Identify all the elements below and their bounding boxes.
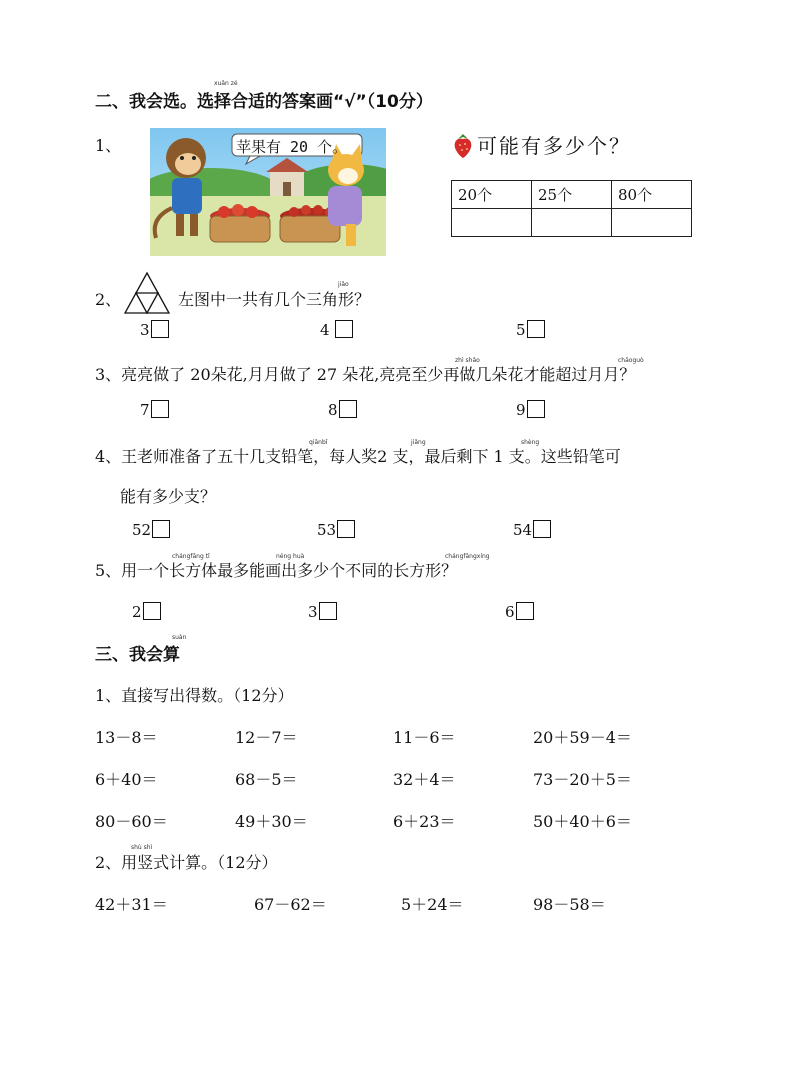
q2-text: 左图中一共有几个三角形？	[178, 290, 371, 309]
q1-answer-cell-20[interactable]	[452, 209, 532, 237]
calc-2-1: 6＋40＝	[95, 770, 158, 789]
vertical-calc-3: 5＋24＝	[401, 895, 464, 914]
pinyin-jiao: jiǎo	[338, 281, 349, 288]
checkbox[interactable]	[337, 520, 355, 538]
pinyin-nenghua: néng huà	[276, 553, 305, 560]
q2-option-5[interactable]: 5	[516, 320, 545, 339]
checkbox[interactable]	[143, 602, 161, 620]
q3-option-7[interactable]: 7	[140, 400, 169, 419]
pinyin-jiang: jiǎng	[411, 439, 426, 446]
checkbox[interactable]	[516, 602, 534, 620]
pinyin-qianbi: qiānbǐ	[309, 439, 328, 446]
q3-text: 3、亮亮做了 20朵花,月月做了 27 朵花,亮亮至少再做几朵花才能超过月月？	[95, 365, 636, 384]
section-3-title: 三、我会算	[95, 645, 180, 665]
calc-1-2: 12－7＝	[235, 728, 298, 747]
q5-option-3[interactable]: 3	[308, 602, 337, 621]
q5-option-6[interactable]: 6	[505, 602, 534, 621]
vertical-calc-2: 67－62＝	[254, 895, 327, 914]
q4-option-52[interactable]: 52	[132, 520, 170, 539]
q1-option-25: 25个	[532, 181, 612, 209]
q4-text-line2: 能有多少支？	[120, 487, 217, 506]
q3-option-8[interactable]: 8	[328, 400, 357, 419]
checkbox[interactable]	[151, 320, 169, 338]
q1-answer-table	[451, 180, 692, 237]
calc-3-3: 6＋23＝	[393, 812, 456, 831]
checkbox[interactable]	[151, 400, 169, 418]
q5-option-2[interactable]: 2	[132, 602, 161, 621]
q5-text: 5、用一个长方体最多能画出多少个不同的长方形？	[95, 561, 458, 580]
checkbox[interactable]	[527, 400, 545, 418]
pinyin-xuanze: xuǎn zé	[214, 80, 238, 87]
q2-option-3[interactable]: 3	[140, 320, 169, 339]
speech-bubble-text: 苹果有 20 个。	[236, 138, 348, 156]
pinyin-zhishao: zhì shǎo	[455, 357, 480, 364]
part1-title: 1、直接写出得数。（12分）	[95, 686, 294, 705]
section-2-title: 二、我会选。选择合适的答案画“√”（10分）	[95, 92, 433, 112]
q3-option-9[interactable]: 9	[516, 400, 545, 419]
calc-1-3: 11－6＝	[393, 728, 456, 747]
vertical-calc-1: 42＋31＝	[95, 895, 168, 914]
part2-title: 2、用竖式计算。（12分）	[95, 853, 278, 872]
q1-number: 1、	[95, 136, 122, 155]
calc-1-1: 13－8＝	[95, 728, 158, 747]
pinyin-suan: suàn	[172, 634, 187, 641]
calc-2-4: 73－20＋5＝	[533, 770, 632, 789]
pinyin-shushi: shù shì	[131, 844, 153, 851]
calc-3-1: 80－60＝	[95, 812, 168, 831]
triangle-figure	[122, 270, 172, 316]
q1-option-20: 20个	[452, 181, 532, 209]
calc-1-4: 20＋59－4＝	[533, 728, 632, 747]
checkbox[interactable]	[152, 520, 170, 538]
checkbox[interactable]	[527, 320, 545, 338]
checkbox[interactable]	[339, 400, 357, 418]
q1-answer-cell-25[interactable]	[532, 209, 612, 237]
checkbox[interactable]	[335, 320, 353, 338]
q4-option-53[interactable]: 53	[317, 520, 355, 539]
q2-option-4[interactable]: 4	[320, 320, 353, 339]
monkey-fox-apples-illustration	[150, 128, 386, 256]
pinyin-changfangxing: chángfāngxíng	[445, 553, 490, 560]
q4-option-54[interactable]: 54	[513, 520, 551, 539]
q1-option-80: 80个	[612, 181, 692, 209]
q1-answer-cell-80[interactable]	[612, 209, 692, 237]
calc-3-2: 49＋30＝	[235, 812, 308, 831]
vertical-calc-4: 98－58＝	[533, 895, 606, 914]
calc-3-4: 50＋40＋6＝	[533, 812, 632, 831]
q4-text-line1: 4、王老师准备了五十几支铅笔，每人奖2 支，最后剩下 1 支。这些铅笔可	[95, 447, 621, 466]
checkbox[interactable]	[533, 520, 551, 538]
pinyin-sheng: shèng	[521, 439, 540, 446]
pinyin-changfangti: chángfāng tǐ	[172, 553, 210, 560]
strawberry-icon	[451, 131, 475, 159]
q2-number: 2、	[95, 290, 122, 309]
calc-2-3: 32＋4＝	[393, 770, 456, 789]
q1-question-text: 可能有多少个？	[477, 134, 631, 158]
pinyin-chaoguo: chāoguò	[618, 357, 644, 364]
q1-question	[451, 130, 631, 159]
checkbox[interactable]	[319, 602, 337, 620]
calc-2-2: 68－5＝	[235, 770, 298, 789]
